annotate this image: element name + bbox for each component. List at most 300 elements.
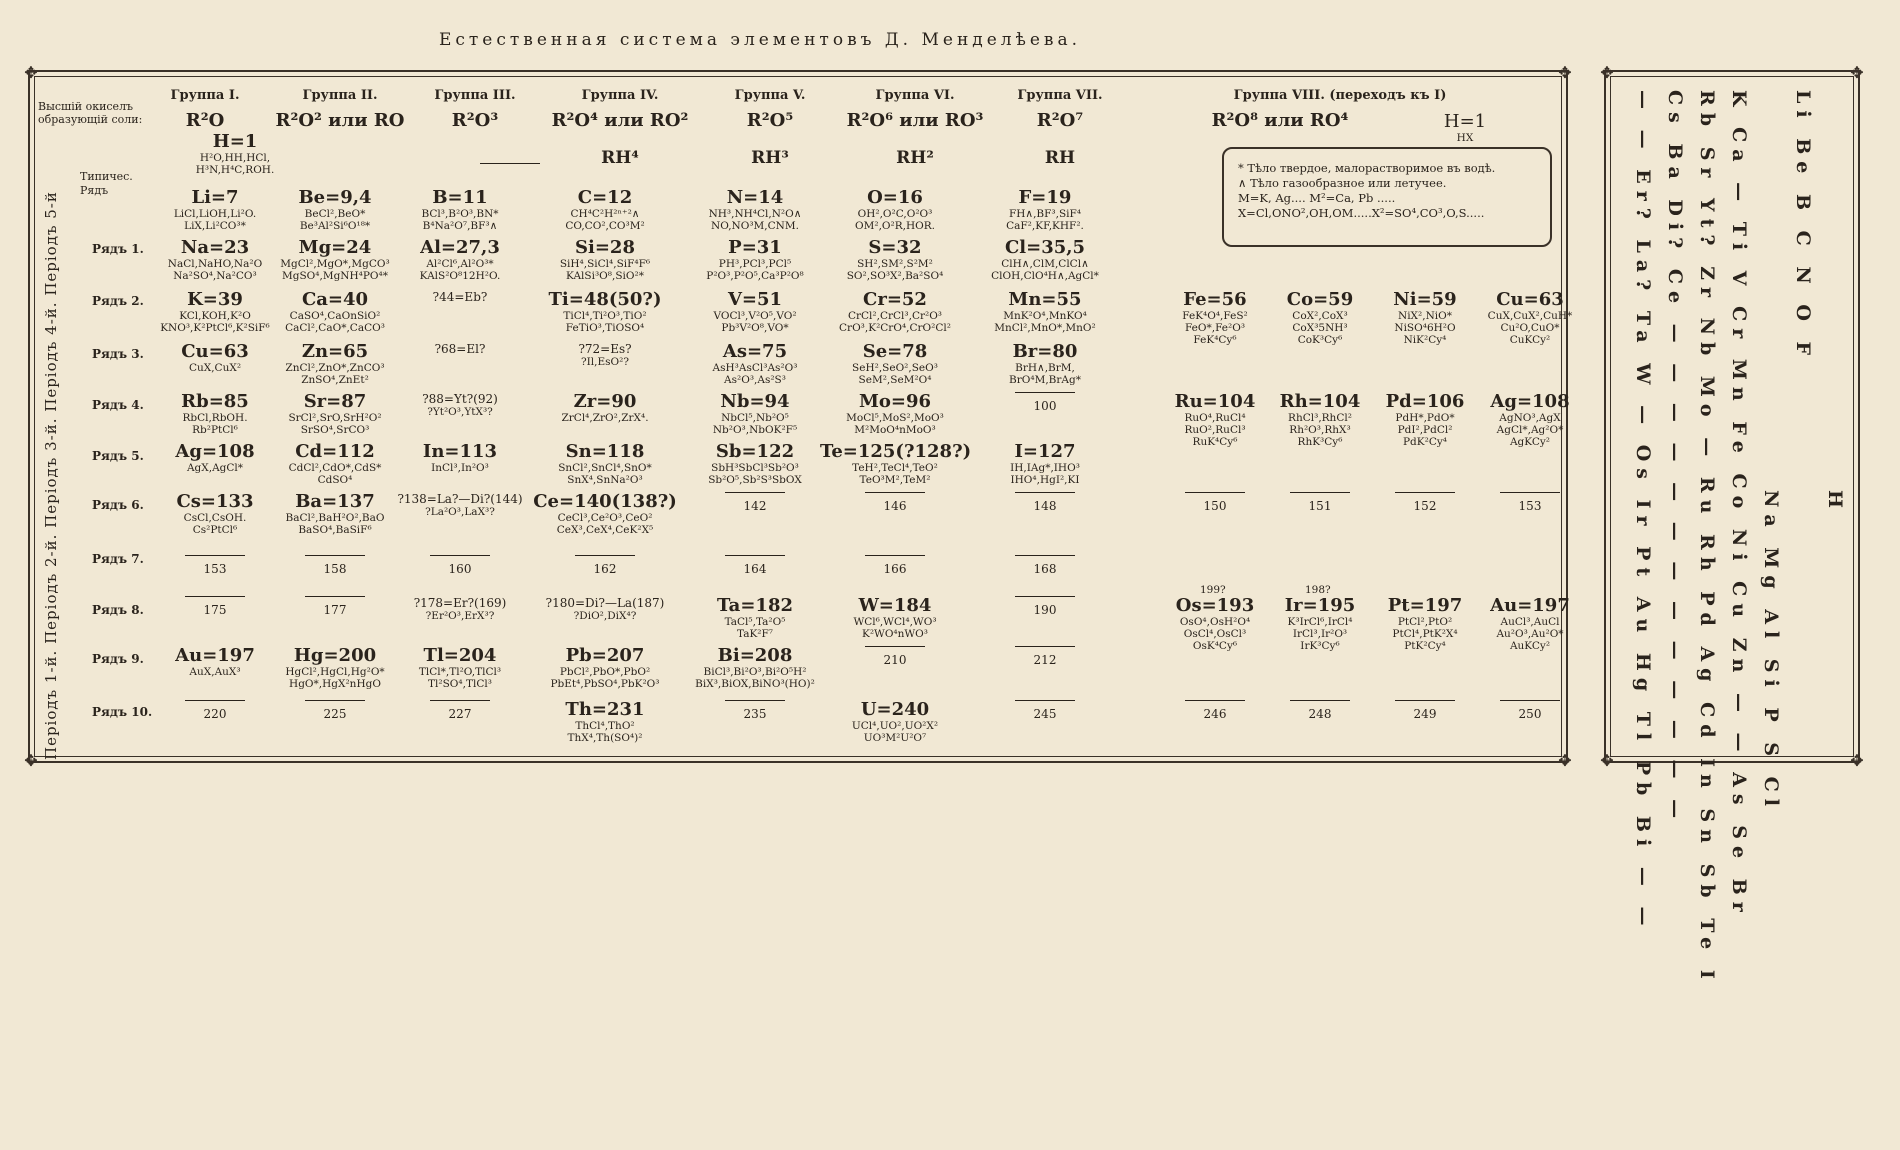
element-cell: [820, 596, 970, 640]
element-formula: OsCl⁴,OsCl³: [1183, 628, 1247, 640]
element-name: Nb=94: [720, 391, 790, 412]
element-name: Ta=182: [717, 595, 793, 616]
legend-item: ∧ Тѣло газообразное или летучее.: [1238, 176, 1447, 190]
element-formula: CeX³,CeX⁴,CeK²X⁵: [556, 524, 654, 536]
element-formula: FeTiO³,TiOSO⁴: [565, 322, 645, 334]
element-formula: NiK²Cy⁴: [1403, 334, 1447, 346]
element-formula: CoK³Cy⁶: [1297, 334, 1343, 346]
element-name: Cu=63: [1496, 289, 1564, 310]
element-formula: Pb³V²O⁸,VO*: [721, 322, 789, 334]
element-cell: [680, 290, 830, 334]
element-formula: MgSO⁴,MgNH⁴PO⁴*: [282, 270, 388, 282]
side-column: H: [1824, 490, 1846, 515]
element-name: ?44=Eb?: [432, 290, 488, 304]
element-weight: 250: [1518, 707, 1542, 721]
element-name: ?180=Di?—La(187): [545, 596, 665, 610]
element-name: In=113: [422, 441, 498, 462]
element-cell: [970, 392, 1120, 413]
element-cell: [385, 238, 535, 282]
element-name: Pb=207: [565, 645, 645, 666]
element-formula: SeH²,SeO²,SeO³: [852, 362, 938, 374]
element-formula: Rb²PtCl⁶: [192, 424, 238, 436]
element-formula: ZrCl⁴,ZrO²,ZrX⁴.: [561, 412, 649, 424]
side-column: Na Mg Al Si P S Cl: [1760, 490, 1782, 813]
element-name: N=14: [726, 187, 784, 208]
element-formula: B⁴Na²O⁷,BF³∧: [422, 220, 498, 232]
element-formula: CoX³5NH³: [1292, 322, 1348, 334]
element-cell: [530, 392, 680, 424]
element-name: Sb=122: [715, 441, 795, 462]
element-cell-hydrogen-right: H=1 HX: [1443, 111, 1487, 144]
element-name: P=31: [728, 237, 782, 258]
element-name: U=240: [860, 699, 930, 720]
element-cell: [970, 555, 1120, 576]
element-name: Au=197: [1490, 595, 1570, 616]
element-formula: OsO⁴,OsH²O⁴: [1179, 616, 1251, 628]
element-name: Ca=40: [301, 289, 369, 310]
dash: [305, 700, 365, 701]
row-label: Рядъ 10.: [92, 705, 153, 719]
element-formula: LiX,Li²CO³*: [184, 220, 246, 232]
element-formula: TlCl*,Tl²O,TlCl³: [418, 666, 502, 678]
element-note: 198?: [1305, 584, 1331, 596]
element-cell: [680, 596, 830, 640]
element-name: Co=59: [1286, 289, 1354, 310]
element-cell: [820, 700, 970, 744]
element-formula: Nb²O³,NbOK²F⁵: [712, 424, 798, 436]
oxide-label: Высшій окиселъ образующій соли:: [38, 100, 143, 126]
group-oxide: R²O: [185, 110, 225, 131]
element-formula: AgX,AgCl*: [186, 462, 244, 474]
element-weight: 148: [1033, 499, 1057, 513]
row-label: Рядъ 4.: [92, 398, 144, 412]
element-formula: ClH∧,ClM,ClCl∧: [1001, 258, 1089, 270]
element-name: As=75: [722, 341, 788, 362]
element-name: Ag=108: [1490, 391, 1570, 412]
element-name: Th=231: [565, 699, 645, 720]
element-name: Na=23: [180, 237, 250, 258]
dash: [305, 596, 365, 597]
corner-ornament: ✥: [1558, 751, 1572, 770]
element-cell: [530, 700, 680, 744]
dash: [865, 492, 925, 493]
group-hydride: RH³: [751, 148, 789, 168]
element-formula: PtCl²,PtO²: [1397, 616, 1453, 628]
element-formula: RhK³Cy⁶: [1297, 436, 1343, 448]
dash: [1015, 392, 1075, 393]
element-cell: [1455, 700, 1605, 721]
element-weight: 225: [323, 707, 347, 721]
element-name: Ce=140(138?): [533, 491, 677, 512]
element-cell: [385, 596, 535, 622]
element-formula: TaCl⁵,Ta²O⁵: [724, 616, 786, 628]
dash: [725, 555, 785, 556]
side-column: Cs Ba Di? Ce — — — — — — — — — — — — —: [1664, 90, 1686, 826]
corner-ornament: ✥: [1600, 751, 1614, 770]
element-cell: [970, 238, 1120, 282]
element-formula: FeO*,Fe²O³: [1184, 322, 1246, 334]
element-name: Li=7: [191, 187, 239, 208]
element-name: Ru=104: [1174, 391, 1256, 412]
element-cell: [385, 188, 535, 232]
element-formula: K³IrCl⁶,IrCl⁴: [1287, 616, 1353, 628]
element-cell: [680, 392, 830, 436]
element-cell: [1455, 290, 1605, 346]
element-weight: 177: [323, 603, 347, 617]
element-formula: ?Er²O³,ErX³?: [425, 610, 495, 622]
element-name: ?178=Er?(169): [413, 596, 507, 610]
element-formula: Cs²PtCl⁶: [192, 524, 238, 536]
element-formula: K²WO⁴nWO³: [861, 628, 929, 640]
element-formula: CrO³,K²CrO⁴,CrO²Cl²: [839, 322, 951, 334]
element-formula: PdK²Cy⁴: [1402, 436, 1447, 448]
element-weight: 249: [1413, 707, 1437, 721]
element-name: F=19: [1018, 187, 1072, 208]
dash: [725, 700, 785, 701]
element-cell: [385, 492, 535, 518]
element-name: Se=78: [862, 341, 928, 362]
group-oxide: R²O⁷: [1036, 110, 1084, 131]
dash: [865, 646, 925, 647]
element-weight: 150: [1203, 499, 1227, 513]
element-weight: 248: [1308, 707, 1332, 721]
group-oxide: R²O⁸ или RO⁴: [1211, 110, 1349, 131]
element-weight: 246: [1203, 707, 1227, 721]
element-name: Br=80: [1012, 341, 1078, 362]
element-name: Mg=24: [298, 237, 372, 258]
element-formula: SiH⁴,SiCl⁴,SiF⁴F⁶: [559, 258, 651, 270]
element-name: K=39: [187, 289, 243, 310]
element-name: Ir=195: [1284, 595, 1356, 616]
element-weight: 153: [1518, 499, 1542, 513]
element-cell: [680, 492, 830, 513]
element-name: Bi=208: [717, 645, 793, 666]
element-weight: 164: [743, 562, 767, 576]
element-formula: KNO³,K²PtCl⁶,K²SiF⁶: [160, 322, 270, 334]
group-oxide: R²O⁶ или RO³: [846, 110, 984, 131]
element-formula: BCl³,B²O³,BN*: [421, 208, 499, 220]
period-label: Періодъ 1-й. Періодъ 2-й. Періодъ 3-й. Періодъ 4-й. Періодъ 5-й: [42, 191, 60, 760]
element-cell: [530, 596, 680, 622]
dash: [1185, 700, 1245, 701]
dash: [1500, 492, 1560, 493]
dash: [575, 555, 635, 556]
element-formula: OM²,O²R,HOR.: [855, 220, 935, 232]
dash: [480, 163, 540, 164]
element-formula: SH²,SM²,S²M²: [857, 258, 933, 270]
element-cell: [1455, 492, 1605, 513]
element-name: Cs=133: [176, 491, 254, 512]
element-formula: IrCl³,Ir²O³: [1292, 628, 1348, 640]
element-formula: ThCl⁴,ThO²: [575, 720, 635, 732]
element-formula: Al²Cl⁶,Al²O³*: [426, 258, 494, 270]
element-formula: M²MoO⁴nMoO³: [854, 424, 936, 436]
element-formula: CuX,CuX²: [188, 362, 242, 374]
element-weight: 245: [1033, 707, 1057, 721]
element-formula: BrO⁴M,BrAg*: [1009, 374, 1081, 386]
element-weight: 235: [743, 707, 767, 721]
element-formula: MoCl⁵,MoS²,MoO³: [846, 412, 944, 424]
element-formula: NiX²,NiO*: [1398, 310, 1452, 322]
element-weight: 190: [1033, 603, 1057, 617]
corner-ornament: ✥: [1850, 751, 1864, 770]
element-formula: ?DiO²,DiX⁴?: [573, 610, 637, 622]
element-name: Zn=65: [301, 341, 369, 362]
element-formula: BaSO⁴,BaSiF⁶: [298, 524, 372, 536]
group-oxide: R²O³: [451, 110, 499, 131]
element-cell: [970, 290, 1120, 334]
element-weight: 151: [1308, 499, 1332, 513]
element-cell: [680, 646, 830, 690]
element-cell: [385, 442, 535, 474]
element-weight: 227: [448, 707, 472, 721]
element-name: ?88=Yt?(92): [422, 392, 498, 406]
element-cell: [820, 188, 970, 232]
element-cell: [385, 555, 535, 576]
element-formula: TeO³M²,TeM²: [859, 474, 931, 486]
dash: [725, 492, 785, 493]
group-oxide: R²O⁴ или RO²: [551, 110, 689, 131]
element-formula: CaCl²,CaO*,CaCO³: [285, 322, 385, 334]
element-formula: As²O³,As²S³: [724, 374, 786, 386]
element-formula: ZnCl²,ZnO*,ZnCO³: [285, 362, 385, 374]
element-cell: [530, 442, 680, 486]
element-formula: LiCl,LiOH,Li²O.: [173, 208, 257, 220]
element-name: B=11: [432, 187, 488, 208]
element-name: Mo=96: [858, 391, 932, 412]
element-cell: [820, 342, 970, 386]
element-cell: [680, 188, 830, 232]
dash: [865, 555, 925, 556]
element-cell: [820, 442, 970, 486]
element-formula: CH⁴C²H²ⁿ⁺²∧: [570, 208, 640, 220]
element-formula: BiCl³,Bi²O³,Bi²O⁵H²: [703, 666, 807, 678]
element-cell: [820, 290, 970, 334]
element-cell: [970, 700, 1120, 721]
element-weight: 166: [883, 562, 907, 576]
element-name: Au=197: [175, 645, 255, 666]
element-formula: CuX,CuX²,CuH*: [1487, 310, 1573, 322]
element-formula: UCl⁴,UO²,UO²X²: [851, 720, 939, 732]
row-label: Рядъ 9.: [92, 652, 144, 666]
typical-row-label: Типичес. Рядъ: [80, 170, 133, 197]
dash: [430, 700, 490, 701]
element-formula: PH³,PCl³,PCl⁵: [718, 258, 792, 270]
element-formula: HgO*,HgX²nHgO: [289, 678, 381, 690]
element-weight: 210: [883, 653, 907, 667]
element-formula: OH²,O²C,O²O³: [857, 208, 933, 220]
dash: [1015, 700, 1075, 701]
element-formula: CaF²,KF,KHF².: [1006, 220, 1084, 232]
element-cell: [680, 700, 830, 721]
group-hydride: RH⁴: [601, 148, 639, 168]
row-label: Рядъ 3.: [92, 347, 144, 361]
element-formula: KAlSi³O⁸,SiO²*: [566, 270, 644, 282]
group-header: Группа I.: [170, 88, 240, 103]
element-name: C=12: [577, 187, 633, 208]
element-formula: SnCl²,SnCl⁴,SnO*: [558, 462, 652, 474]
element-formula: PbCl²,PbO*,PbO²: [559, 666, 651, 678]
element-formula: AsH³AsCl³As²O³: [712, 362, 798, 374]
element-formula: MnK²O⁴,MnKO⁴: [1003, 310, 1087, 322]
element-formula: BiX³,BiOX,BiNO³(HO)²: [695, 678, 815, 690]
element-cell-hydrogen: H=1 H²O,HH,HCl, H³N,H⁴C,ROH.: [195, 131, 275, 176]
dash: [305, 555, 365, 556]
element-formula: RbCl,RbOH.: [182, 412, 248, 424]
element-cell: [820, 555, 970, 576]
element-formula: MnCl²,MnO*,MnO²: [994, 322, 1096, 334]
element-formula: OsK⁴Cy⁶: [1192, 640, 1238, 652]
element-note: 199?: [1200, 584, 1226, 596]
element-cell: [530, 342, 680, 368]
dash: [185, 596, 245, 597]
element-name: Al=27,3: [420, 237, 500, 258]
dash: [185, 555, 245, 556]
element-formula: PdH*,PdO*: [1395, 412, 1455, 424]
element-name: Pd=106: [1385, 391, 1465, 412]
dash: [1500, 700, 1560, 701]
group-header: Группа IV.: [581, 88, 659, 103]
element-formula: Tl²SO⁴,TlCl³: [428, 678, 492, 690]
element-name: Ba=137: [295, 491, 375, 512]
side-column: Rb Sr Yt? Zr Nb Mo — Ru Rh Pd Ag Cd In Sn Sb Te I: [1696, 90, 1718, 986]
element-formula: KCl,KOH,K²O: [179, 310, 251, 322]
element-name: Cu=63: [181, 341, 249, 362]
legend-item: X=Cl,ONO²,OH,OM.....X²=SO⁴,CO³,O,S.....: [1238, 206, 1485, 220]
element-name: Ni=59: [1393, 289, 1457, 310]
element-formula: SbH³SbCl³Sb²O³: [711, 462, 799, 474]
element-formula: ThX⁴,Th(SO⁴)²: [567, 732, 643, 744]
element-formula: HgCl²,HgCl,Hg²O*: [285, 666, 385, 678]
element-cell: [680, 342, 830, 386]
element-cell: [680, 442, 830, 486]
element-name: Ag=108: [175, 441, 255, 462]
element-name: W=184: [858, 595, 932, 616]
element-formula: CaSO⁴,CaOnSiO²: [289, 310, 381, 322]
dash: [1015, 492, 1075, 493]
element-formula: Na²SO⁴,Na²CO³: [173, 270, 257, 282]
element-formula: TiCl⁴,Ti²O³,TiO²: [563, 310, 647, 322]
corner-ornament: ✥: [1558, 63, 1572, 82]
group-oxide: R²O⁵: [746, 110, 794, 131]
element-formula: IrK³Cy⁶: [1300, 640, 1340, 652]
row-label: Рядъ 2.: [92, 294, 144, 308]
element-name: O=16: [867, 187, 923, 208]
element-cell: [385, 392, 535, 418]
element-formula: CdCl²,CdO*,CdS*: [288, 462, 382, 474]
element-formula: CdSO⁴: [317, 474, 353, 486]
element-name: Pt=197: [1387, 595, 1463, 616]
dash: [430, 555, 490, 556]
side-column: K Ca — Ti V Cr Mn Fe Co Ni Cu Zn — — As Se Br: [1728, 90, 1750, 919]
row-label: Рядъ 7.: [92, 552, 144, 566]
element-weight: 142: [743, 499, 767, 513]
element-formula: PdI²,PdCl²: [1397, 424, 1453, 436]
dash: [1015, 596, 1075, 597]
element-formula: AuKCy²: [1509, 640, 1551, 652]
dash: [1290, 700, 1350, 701]
element-formula: RhCl³,RhCl²: [1288, 412, 1352, 424]
element-formula: NaCl,NaHO,Na²O: [167, 258, 263, 270]
element-name: Fe=56: [1183, 289, 1247, 310]
element-weight: 158: [323, 562, 347, 576]
element-formula: NH³,NH⁴Cl,N²O∧: [708, 208, 802, 220]
element-cell: [1455, 392, 1605, 448]
element-formula: SrSO⁴,SrCO³: [300, 424, 370, 436]
element-formula: AgCl*,Ag²O*: [1496, 424, 1564, 436]
corner-ornament: ✥: [1600, 63, 1614, 82]
element-formula: Be³Al²Si⁶O¹⁸*: [299, 220, 371, 232]
group-hydride: RH: [1044, 148, 1076, 168]
element-formula: PtCl⁴,PtK²X⁴: [1392, 628, 1458, 640]
element-cell: [970, 442, 1120, 486]
element-cell: [970, 188, 1120, 232]
row-label: Рядъ 1.: [92, 242, 144, 256]
element-name: Sr=87: [303, 391, 367, 412]
element-cell: [1455, 596, 1605, 652]
element-formula: VOCl³,V²O⁵,VO²: [713, 310, 797, 322]
element-formula: CoX²,CoX³: [1292, 310, 1348, 322]
legend-box: [1222, 147, 1552, 247]
element-cell: [970, 492, 1120, 513]
element-name: Zr=90: [573, 391, 637, 412]
element-name: Tl=204: [423, 645, 497, 666]
group-header: Группа VIII. (переходъ къ I): [1233, 88, 1447, 103]
element-name: ?68=El?: [434, 342, 486, 356]
element-weight: 160: [448, 562, 472, 576]
element-formula: Sb²O⁵,Sb²S³SbOX: [708, 474, 802, 486]
element-formula: SO²,SO³X²,Ba²SO⁴: [846, 270, 944, 282]
element-formula: CO,CO²,CO³M²: [565, 220, 645, 232]
element-formula: IH,IAg*,IHO³: [1010, 462, 1080, 474]
element-formula: RuO⁴,RuCl⁴: [1184, 412, 1246, 424]
element-formula: PtK²Cy⁴: [1404, 640, 1446, 652]
element-cell: [385, 700, 535, 721]
element-name: Be=9,4: [298, 187, 372, 208]
dash: [1185, 492, 1245, 493]
element-formula: ?La²O³,LaX³?: [425, 506, 495, 518]
page-title: Естественная система элементовъ Д. Менделѣева.: [438, 30, 1082, 50]
element-cell: [385, 342, 535, 356]
element-formula: FH∧,BF³,SiF⁴: [1008, 208, 1082, 220]
element-name: Cd=112: [295, 441, 375, 462]
element-formula: TaK²F⁷: [737, 628, 773, 640]
element-name: Ti=48(50?): [548, 289, 662, 310]
element-cell: [680, 555, 830, 576]
element-formula: BeCl²,BeO*: [304, 208, 366, 220]
element-formula: TeH²,TeCl⁴,TeO²: [852, 462, 938, 474]
element-name: Os=193: [1175, 595, 1255, 616]
element-weight: 153: [203, 562, 227, 576]
element-formula: ClOH,ClO⁴H∧,AgCl*: [991, 270, 1099, 282]
element-formula: MgCl²,MgO*,MgCO³: [280, 258, 390, 270]
corner-ornament: ✥: [24, 63, 38, 82]
element-formula: UO³M²U²O⁷: [863, 732, 927, 744]
dash: [1395, 492, 1455, 493]
element-name: Si=28: [575, 237, 635, 258]
element-weight: 162: [593, 562, 617, 576]
element-name: Hg=200: [293, 645, 377, 666]
element-formula: NbCl⁵,Nb²O⁵: [721, 412, 789, 424]
element-formula: WCl⁶,WCl⁴,WO³: [853, 616, 937, 628]
group-header: Группа VII.: [1017, 88, 1103, 103]
element-formula: NiSO⁴6H²O: [1394, 322, 1456, 334]
element-name: Sn=118: [565, 441, 645, 462]
group-header: Группа V.: [734, 88, 806, 103]
element-name: ?138=La?—Di?(144): [397, 492, 523, 506]
element-name: ?72=Es?: [578, 342, 632, 356]
element-cell: [530, 238, 680, 282]
